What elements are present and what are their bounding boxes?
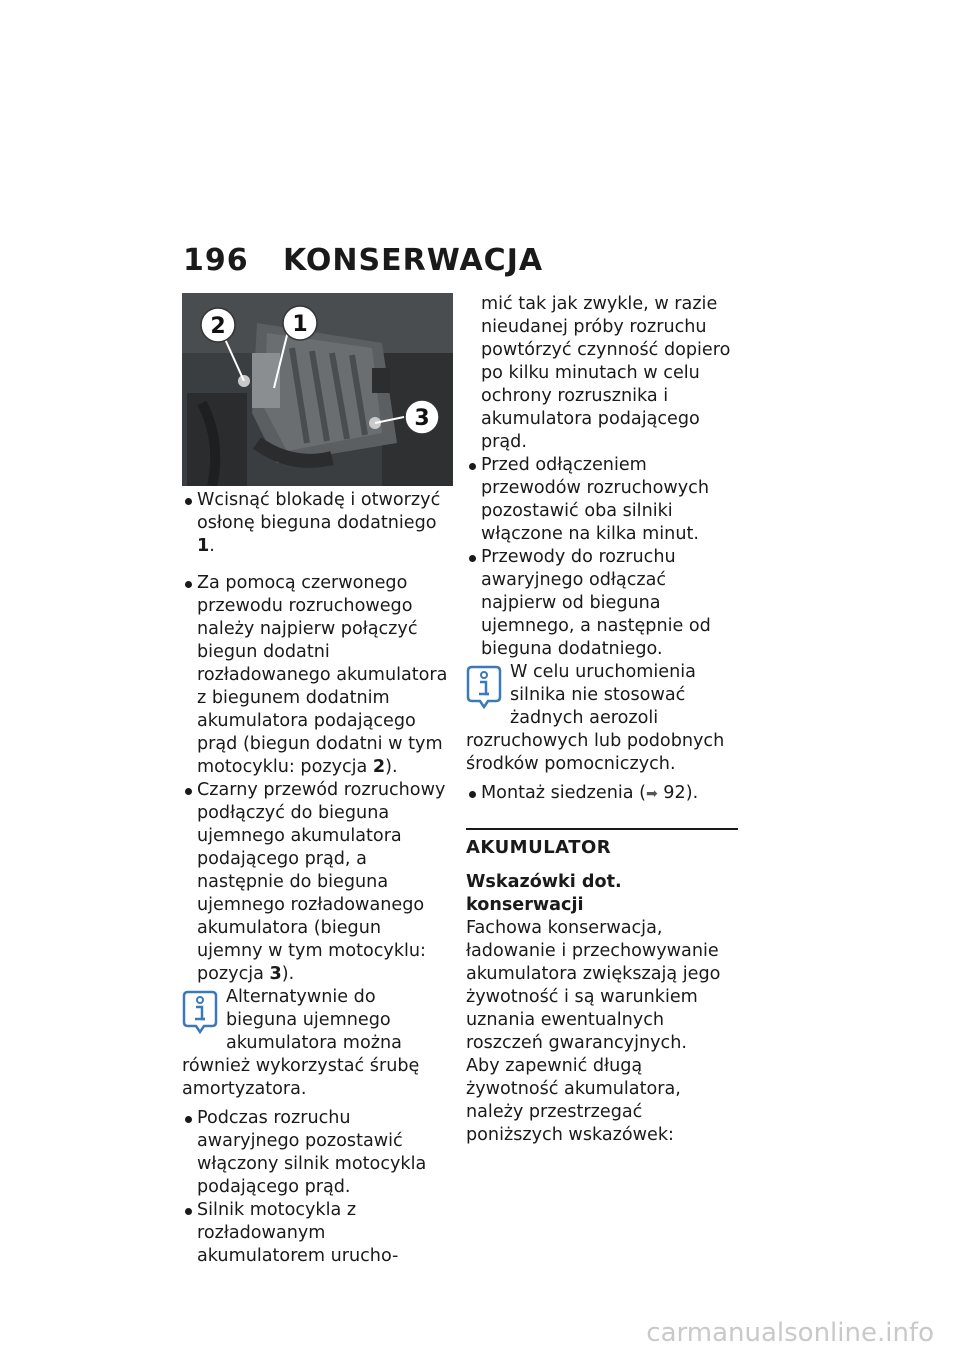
info-note: W celu uruchomienia silnika nie stosować żadnych aerozoli rozruchowych lub podobnych środków pomocniczych. (466, 662, 725, 774)
svg-text:2: 2 (210, 314, 226, 339)
list-item: Czarny przewód rozruchowy podłączyć do bieguna ujemnego akumulatora podającego prąd, a następnie do bieguna ujemnego rozładowanego akumulatora (biegun ujemny w tym motocyklu: pozycja 3). (182, 779, 450, 986)
section-title: AKUMULATOR (466, 837, 612, 858)
battery-illustration (182, 293, 453, 486)
list-item: Wcisnąć blokadę i otworzyć osłonę bieguna dodatniego 1. (182, 489, 450, 558)
left-column (182, 489, 450, 1268)
callout-2 (201, 308, 235, 342)
list-item: Montaż siedzenia (➡ 92). (466, 782, 738, 806)
paragraph: Aby zapewnić długą żywotność akumulatora, należy przestrzegać poniższych wskazówek: (466, 1056, 681, 1145)
callout-1 (283, 306, 317, 340)
callout-3 (405, 400, 439, 434)
info-icon (182, 988, 218, 1034)
info-note: Alternatywnie do bieguna ujemnego akumulatora można również wykorzystać śrubę amortyzatora. (182, 987, 420, 1099)
list-item: Podczas rozruchu awaryjnego pozostawić włączony silnik motocykla podającego prąd. (182, 1107, 450, 1199)
list-item-continued: mić tak jak zwykle, w razie nieudanej próby rozruchu powtórzyć czynność dopiero po kilku minutach w celu ochrony rozrusznika i akumulatora podającego prąd. (481, 294, 731, 452)
watermark: carmanualsonline.info (646, 1318, 934, 1348)
paragraph: Fachowa konserwacja, ładowanie i przechowywanie akumulatora zwiększają jego żywotność i są warunkiem uznania ewentualnych roszczeń gwarancyjnych. (466, 918, 721, 1053)
section-divider (466, 828, 738, 830)
page-number: 196 (183, 243, 249, 278)
info-icon (466, 663, 502, 709)
svg-text:1: 1 (292, 312, 308, 337)
battery-photo (182, 293, 453, 486)
list-item: Silnik motocykla z rozładowanym akumulatorem urucho- (182, 1199, 450, 1268)
page-header (183, 243, 543, 283)
page-reference-arrow-icon: ➡ (645, 786, 658, 802)
list-item: Za pomocą czerwonego przewodu rozruchowego należy najpierw połączyć biegun dodatni rozładowanego akumulatora z biegunem dodatnim akumulatora podającego prąd (biegun dodatni w tym motocyklu: pozycja 2). (182, 572, 450, 779)
list-item: Przewody do rozruchu awaryjnego odłączać najpierw od bieguna ujemnego, a następnie od bieguna dodatniego. (466, 546, 738, 661)
chapter-title: KONSERWACJA (283, 243, 544, 278)
right-column (466, 293, 738, 1147)
svg-text:3: 3 (414, 406, 430, 431)
subsection-title: Wskazówki dot. konserwacji (466, 872, 622, 915)
list-item: Przed odłączeniem przewodów rozruchowych pozostawić oba silniki włączone na kilka minut. (466, 454, 738, 546)
